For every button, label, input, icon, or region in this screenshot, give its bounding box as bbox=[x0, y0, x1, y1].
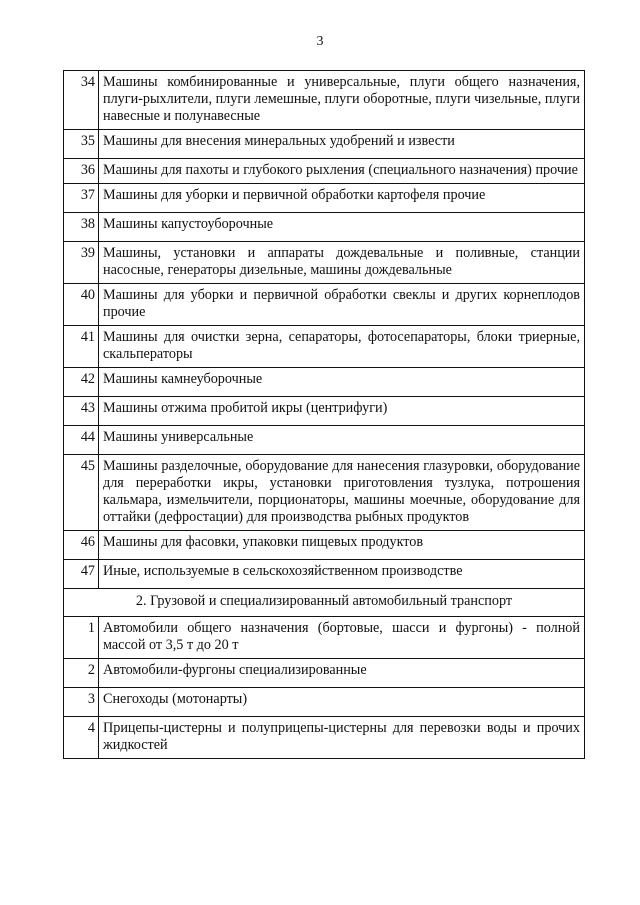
row-number: 45 bbox=[64, 455, 99, 531]
table-row bbox=[64, 426, 585, 455]
row-number: 47 bbox=[64, 560, 99, 589]
table-row bbox=[64, 368, 585, 397]
row-text: Машины универсальные bbox=[99, 426, 585, 455]
page-number: 3 bbox=[316, 34, 324, 49]
table-row bbox=[64, 284, 585, 326]
section-header-row bbox=[64, 589, 585, 617]
table-row bbox=[64, 159, 585, 184]
table-row bbox=[64, 242, 585, 284]
row-number: 42 bbox=[64, 368, 99, 397]
table-row bbox=[64, 184, 585, 213]
row-number: 37 bbox=[64, 184, 99, 213]
row-text: Прицепы-цистерны и полуприцепы-цистерны для перевозки воды и прочих жидкостей bbox=[99, 717, 585, 759]
row-number: 34 bbox=[64, 71, 99, 130]
equipment-table bbox=[63, 70, 585, 759]
row-number: 35 bbox=[64, 130, 99, 159]
table-row bbox=[64, 213, 585, 242]
row-text: Снегоходы (мотонарты) bbox=[99, 688, 585, 717]
row-number: 38 bbox=[64, 213, 99, 242]
table-row bbox=[64, 717, 585, 759]
row-text: Машины капустоуборочные bbox=[99, 213, 585, 242]
row-text: Машины камнеуборочные bbox=[99, 368, 585, 397]
row-text: Машины для внесения минеральных удобрений и извести bbox=[99, 130, 585, 159]
row-text: Автомобили общего назначения (бортовые, шасси и фургоны) - полной массой от 3,5 т до 20 т bbox=[99, 617, 585, 659]
row-text: Иные, используемые в сельскохозяйственном производстве bbox=[99, 560, 585, 589]
table-row bbox=[64, 617, 585, 659]
row-number: 43 bbox=[64, 397, 99, 426]
row-text: Машины для уборки и первичной обработки картофеля прочие bbox=[99, 184, 585, 213]
row-number: 39 bbox=[64, 242, 99, 284]
table-row bbox=[64, 688, 585, 717]
row-number: 2 bbox=[64, 659, 99, 688]
table-row bbox=[64, 130, 585, 159]
table-row bbox=[64, 397, 585, 426]
row-text: Машины для уборки и первичной обработки свеклы и других корнеплодов прочие bbox=[99, 284, 585, 326]
table-row bbox=[64, 659, 585, 688]
row-number: 46 bbox=[64, 531, 99, 560]
row-number: 3 bbox=[64, 688, 99, 717]
row-text: Машины для пахоты и глубокого рыхления (специального назначения) прочие bbox=[99, 159, 585, 184]
table-row bbox=[64, 531, 585, 560]
row-number: 40 bbox=[64, 284, 99, 326]
table-row bbox=[64, 560, 585, 589]
table-row bbox=[64, 71, 585, 130]
row-text: Машины разделочные, оборудование для нанесения глазуровки, оборудование для переработки икры, установки приготовления тузлука, потрошения кальмара, измельчители, порционаторы, машины моечные, оборудование для оттайки (дефростации) для производства рыбных продуктов bbox=[99, 455, 585, 531]
row-text: Машины для очистки зерна, сепараторы, фотосепараторы, блоки триерные, скальператоры bbox=[99, 326, 585, 368]
row-text: Машины, установки и аппараты дождевальные и поливные, станции насосные, генераторы дизельные, машины дождевальные bbox=[99, 242, 585, 284]
row-number: 4 bbox=[64, 717, 99, 759]
row-number: 1 bbox=[64, 617, 99, 659]
row-text: Машины комбинированные и универсальные, плуги общего назначения, плуги-рыхлители, плуги лемешные, плуги оборотные, плуги чизельные, плуги навесные и полунавесные bbox=[99, 71, 585, 130]
row-text: Машины отжима пробитой икры (центрифуги) bbox=[99, 397, 585, 426]
table-row bbox=[64, 455, 585, 531]
row-number: 41 bbox=[64, 326, 99, 368]
table-row bbox=[64, 326, 585, 368]
section-title: 2. Грузовой и специализированный автомобильный транспорт bbox=[64, 589, 585, 617]
row-text: Машины для фасовки, упаковки пищевых продуктов bbox=[99, 531, 585, 560]
row-number: 44 bbox=[64, 426, 99, 455]
row-number: 36 bbox=[64, 159, 99, 184]
row-text: Автомобили-фургоны специализированные bbox=[99, 659, 585, 688]
